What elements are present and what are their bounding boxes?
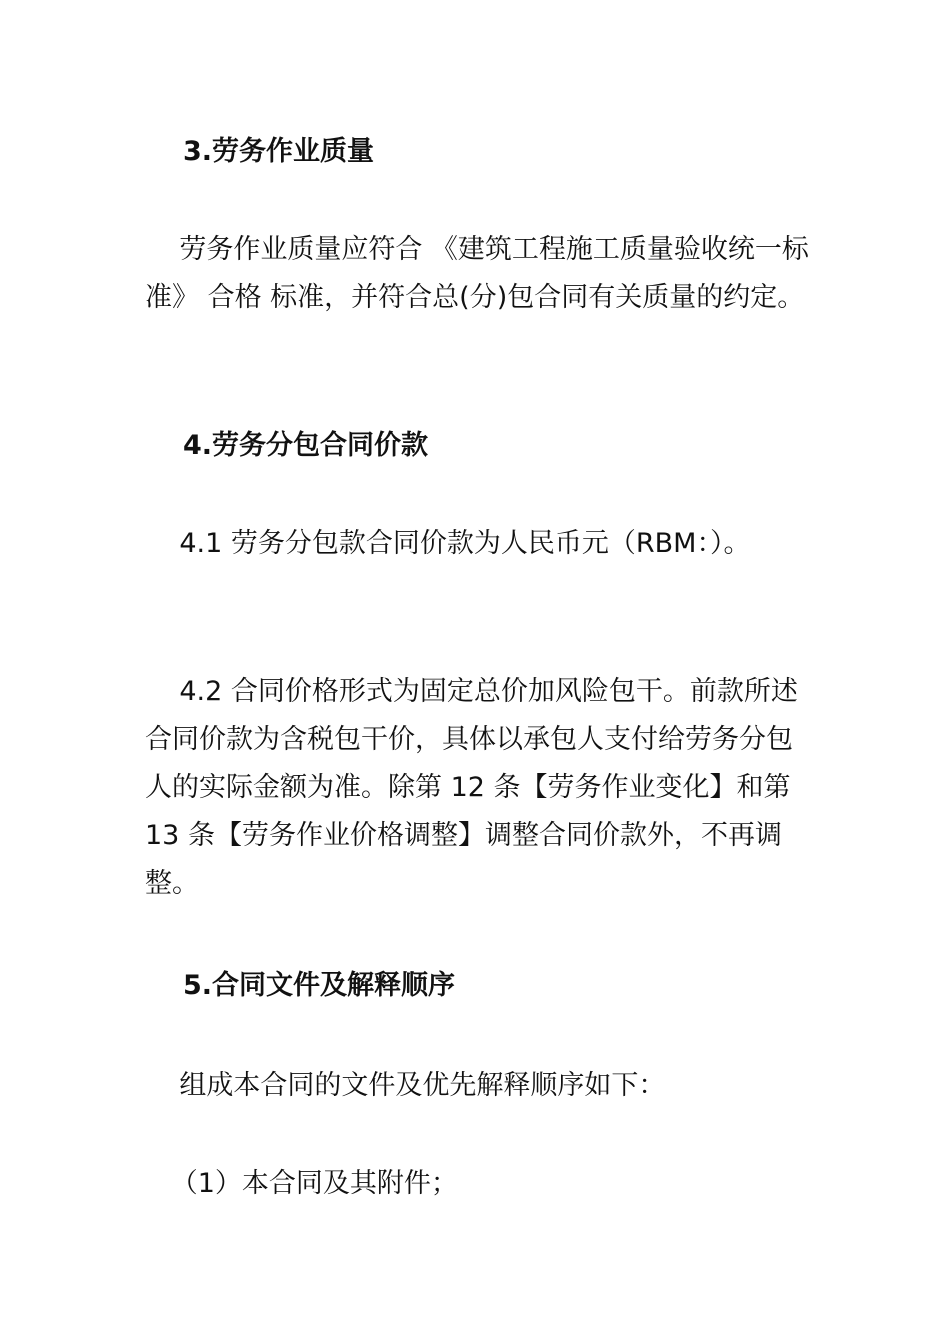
section-4-2-paragraph: 4.2 合同价格形式为固定总价加风险包干。前款所述合同价款为含税包干价，具体以承包人支付给劳务分包人的实际金额为准。除第 12 条【劳务作业变化】和第 13 条【劳务作业价格调整】调整合同价款外，不再调整。 [145, 676, 800, 899]
section-5-heading: 5.合同文件及解释顺序 [183, 970, 456, 1001]
section-5-intro-paragraph: 组成本合同的文件及优先解释顺序如下： [145, 1070, 666, 1101]
section-3-paragraph: 劳务作业质量应符合 《建筑工程施工质量验收统一标准》 合格 标准，并符合总(分)包合同有关质量的约定。 [145, 234, 809, 313]
section-5-list-item-1: （1）本合同及其附件； [145, 1168, 458, 1199]
section-4-1-paragraph: 4.1 劳务分包款合同价款为人民币元（RBM：）。 [145, 528, 751, 559]
section-4-heading: 4.劳务分包合同价款 [183, 430, 429, 461]
section-3-heading: 3.劳务作业质量 [183, 136, 375, 167]
